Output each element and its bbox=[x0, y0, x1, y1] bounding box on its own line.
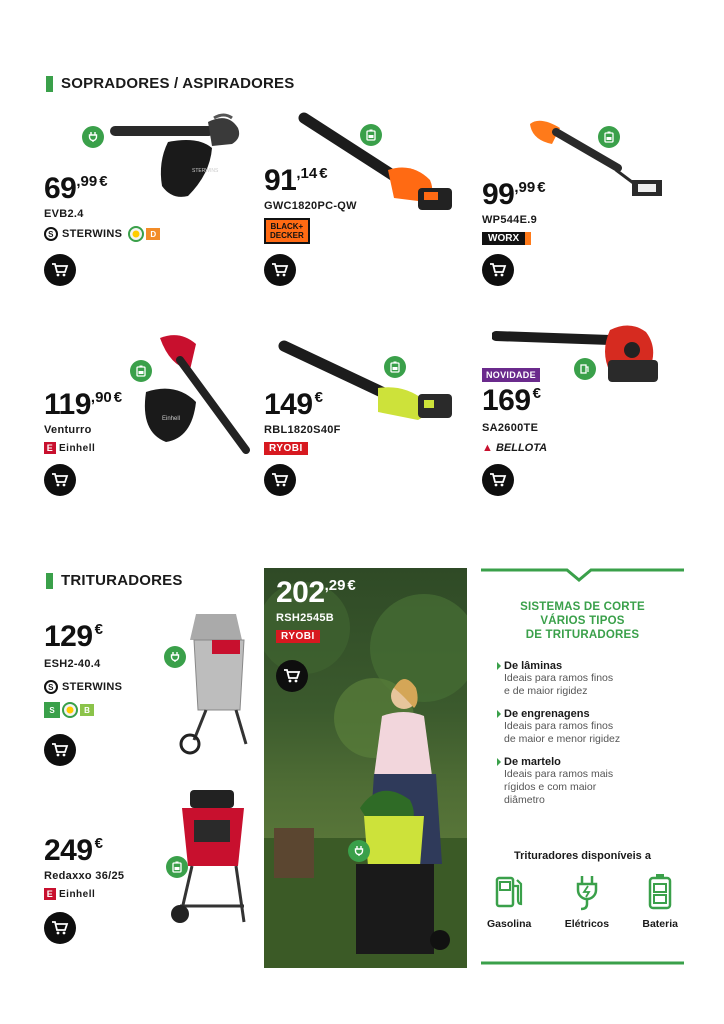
product-card-evb24[interactable] bbox=[40, 110, 240, 300]
bellota-logo: ▲ BELLOTA bbox=[482, 442, 548, 454]
info-item-hammer: De martelo Ideais para ramos mais rígidos e com maior diâmetro bbox=[497, 756, 682, 807]
type-electric: Elétricos bbox=[565, 872, 609, 930]
energy-rating-icon bbox=[128, 226, 144, 242]
add-to-cart-button[interactable] bbox=[44, 254, 76, 286]
brand-row bbox=[482, 442, 547, 454]
brand-row bbox=[264, 442, 308, 455]
shopping-cart-icon bbox=[51, 920, 69, 936]
brand-row bbox=[44, 226, 160, 242]
garden-scene-image bbox=[264, 568, 467, 968]
product-card-sa2600[interactable] bbox=[478, 318, 678, 508]
brand-row bbox=[264, 218, 310, 244]
brand-row bbox=[44, 888, 95, 900]
leaf-blower-vacuum-image bbox=[140, 330, 250, 456]
svg-text:Einhell: Einhell bbox=[162, 416, 181, 422]
noise-rating-icon: S bbox=[44, 702, 60, 718]
brand-row bbox=[482, 232, 525, 245]
new-product-badge: NOVIDADE bbox=[482, 368, 540, 382]
electric-plug-icon bbox=[570, 872, 604, 912]
product-model: ESH2-40.4 bbox=[44, 658, 101, 670]
section-title-blowers bbox=[46, 75, 294, 92]
sterwins-logo: S STERWINS bbox=[44, 227, 122, 241]
price: 119,90 € bbox=[44, 388, 123, 421]
section-title-shredders bbox=[46, 572, 183, 589]
section-accent-bar bbox=[46, 76, 53, 92]
add-to-cart-button[interactable] bbox=[44, 464, 76, 496]
shopping-cart-icon bbox=[271, 472, 289, 488]
price: 149 € bbox=[264, 388, 323, 421]
ryobi-logo: RYOBI bbox=[264, 442, 308, 455]
price: 129 € bbox=[44, 620, 103, 653]
ryobi-logo: RYOBI bbox=[276, 630, 320, 643]
product-card-redaxxo[interactable] bbox=[40, 786, 240, 956]
info-item-blades: De lâminas Ideais para ramos finos e de maior rigidez bbox=[497, 660, 682, 698]
shopping-cart-icon bbox=[489, 472, 507, 488]
price: 169 € bbox=[482, 384, 541, 417]
add-to-cart-button[interactable] bbox=[44, 734, 76, 766]
available-types-title: Trituradores disponíveis a bbox=[514, 850, 651, 862]
section-title-text: TRITURADORES bbox=[61, 572, 183, 589]
product-card-gwc1820[interactable] bbox=[260, 108, 460, 298]
fuel-pump-icon bbox=[492, 872, 526, 912]
section-title-text: SOPRADORES / ASPIRADORES bbox=[61, 75, 295, 92]
add-to-cart-button[interactable] bbox=[264, 464, 296, 496]
sterwins-logo: S STERWINS bbox=[44, 680, 122, 694]
einhell-logo: E Einhell bbox=[44, 442, 95, 454]
einhell-logo: E Einhell bbox=[44, 888, 95, 900]
price: 91,14 € bbox=[264, 164, 328, 197]
add-to-cart-button[interactable] bbox=[482, 254, 514, 286]
brand-row bbox=[44, 442, 95, 454]
shopping-cart-icon bbox=[271, 262, 289, 278]
energy-label: S B bbox=[44, 702, 94, 718]
brand-row bbox=[276, 630, 320, 643]
product-card-venturro[interactable] bbox=[40, 330, 240, 520]
product-card-rbl1820[interactable] bbox=[260, 330, 460, 520]
price: 99,99 € bbox=[482, 178, 546, 211]
product-card-esh2[interactable] bbox=[40, 610, 240, 770]
section-accent-bar bbox=[46, 573, 53, 589]
top-divider-with-notch bbox=[481, 568, 684, 584]
info-title: SISTEMAS DE CORTE VÁRIOS TIPOS DE TRITURADORES bbox=[520, 601, 645, 641]
black-decker-logo: BLACK+ DECKER bbox=[264, 218, 310, 244]
cutting-systems-info-panel bbox=[481, 568, 684, 968]
add-to-cart-button[interactable] bbox=[44, 912, 76, 944]
product-model: GWC1820PC-QW bbox=[264, 200, 357, 212]
info-item-gears: De engrenagens Ideais para ramos finos de maior e menor rigidez bbox=[497, 708, 682, 746]
shopping-cart-icon bbox=[283, 668, 301, 684]
shopping-cart-icon bbox=[51, 472, 69, 488]
type-petrol: Gasolina bbox=[487, 872, 531, 930]
cordless-shredder-image bbox=[170, 786, 252, 932]
brand-row bbox=[44, 680, 122, 694]
price: 249 € bbox=[44, 834, 103, 867]
featured-product-photo-panel[interactable] bbox=[264, 568, 467, 968]
type-battery: Bateria bbox=[642, 872, 678, 930]
electric-plug-icon bbox=[348, 840, 370, 862]
shopping-cart-icon bbox=[51, 742, 69, 758]
product-card-wp544[interactable] bbox=[478, 108, 678, 298]
product-model: RSH2545B bbox=[276, 612, 335, 624]
electric-plug-icon bbox=[82, 126, 104, 148]
product-model: SA2600TE bbox=[482, 422, 539, 434]
shopping-cart-icon bbox=[489, 262, 507, 278]
bottom-divider bbox=[481, 960, 684, 966]
available-types-row bbox=[481, 872, 684, 930]
worx-logo: WORX bbox=[482, 232, 525, 245]
product-model: RBL1820S40F bbox=[264, 424, 341, 436]
shopping-cart-icon bbox=[51, 262, 69, 278]
price: 202,29 € bbox=[276, 576, 356, 609]
info-list bbox=[497, 650, 682, 807]
add-to-cart-button[interactable] bbox=[264, 254, 296, 286]
add-to-cart-button[interactable] bbox=[482, 464, 514, 496]
electric-shredder-image bbox=[176, 610, 252, 756]
battery-icon bbox=[643, 872, 677, 912]
product-model: WP544E.9 bbox=[482, 214, 537, 226]
price: 69,99 € bbox=[44, 172, 108, 205]
svg-text:STERWINS: STERWINS bbox=[192, 168, 219, 174]
energy-label: D bbox=[128, 226, 160, 242]
energy-rating-icon bbox=[62, 702, 78, 718]
add-to-cart-button[interactable] bbox=[276, 660, 308, 692]
product-model: EVB2.4 bbox=[44, 208, 84, 220]
product-model: Venturro bbox=[44, 424, 92, 436]
product-model: Redaxxo 36/25 bbox=[44, 870, 125, 882]
leaf-blower-vacuum-image bbox=[108, 112, 248, 204]
rating-row bbox=[44, 702, 94, 718]
